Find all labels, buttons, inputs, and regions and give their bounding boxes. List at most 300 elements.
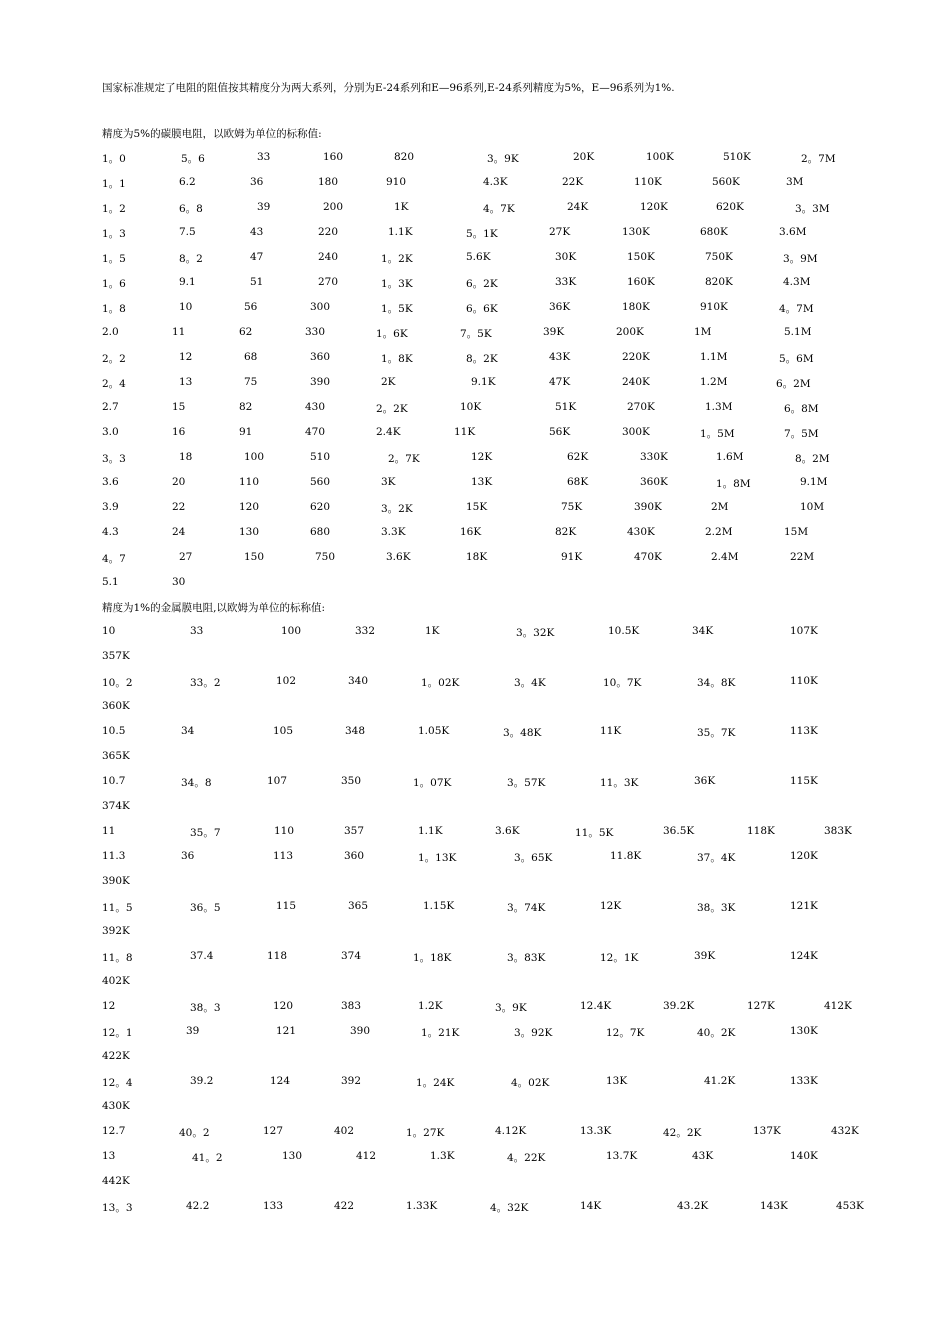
e96-table-row xyxy=(0,725,950,741)
e24-value-cell: 1。1 xyxy=(102,178,126,190)
e24-value-cell: 620K xyxy=(716,201,744,213)
e24-value-cell: 5。6M xyxy=(779,353,814,365)
e96-value-cell: 124K xyxy=(790,950,818,962)
e96-value-cell: 392 xyxy=(341,1075,362,1087)
e24-value-cell: 1。8M xyxy=(716,478,751,490)
e24-value-cell: 1。5K xyxy=(381,303,413,315)
e24-value-cell: 51K xyxy=(555,401,577,413)
e24-value-cell: 91 xyxy=(239,426,253,438)
e24-value-cell: 4.3M xyxy=(783,276,811,288)
e24-value-cell: 330 xyxy=(305,326,326,338)
e24-value-cell: 2K xyxy=(381,376,396,388)
e24-table-row xyxy=(0,201,950,217)
e24-value-cell: 150K xyxy=(627,251,655,263)
e24-value-cell: 2.0 xyxy=(102,326,119,338)
e24-value-cell: 68K xyxy=(567,476,589,488)
e96-value-cell: 107 xyxy=(267,775,288,787)
e24-value-cell: 3。2K xyxy=(381,503,413,515)
e24-value-cell: 11 xyxy=(172,326,186,338)
e24-value-cell: 240 xyxy=(318,251,339,263)
e24-value-cell: 10 xyxy=(179,301,193,313)
e24-value-cell: 12 xyxy=(179,351,193,363)
e96-value-cell: 34K xyxy=(692,625,714,637)
e24-value-cell: 750 xyxy=(315,551,336,563)
e24-value-cell: 680 xyxy=(310,526,331,538)
e24-table-row xyxy=(0,351,950,367)
e24-table-row xyxy=(0,401,950,417)
e24-value-cell: 330K xyxy=(640,451,668,463)
e24-value-cell: 22M xyxy=(790,551,815,563)
e24-value-cell: 51 xyxy=(250,276,264,288)
e96-value-cell: 374 xyxy=(341,950,362,962)
e24-value-cell: 4.3K xyxy=(483,176,508,188)
e24-table-row xyxy=(0,251,950,267)
e24-value-cell: 39K xyxy=(543,326,565,338)
e24-table-row xyxy=(0,176,950,192)
e24-value-cell: 100 xyxy=(244,451,265,463)
e96-value-cell: 12 xyxy=(102,1000,116,1012)
e24-value-cell: 2.4M xyxy=(711,551,739,563)
e24-value-cell: 6。8M xyxy=(784,403,819,415)
e24-value-cell: 1。3K xyxy=(381,278,413,290)
e24-value-cell: 1.2M xyxy=(700,376,728,388)
e96-value-cell: 11.3 xyxy=(102,850,126,862)
e24-value-cell: 68 xyxy=(244,351,258,363)
e96-value-cell: 38。3 xyxy=(190,1002,221,1014)
e24-value-cell: 56K xyxy=(549,426,571,438)
e96-value-cell: 432K xyxy=(831,1125,859,1137)
e96-value-cell: 113K xyxy=(790,725,818,737)
e24-value-cell: 75K xyxy=(561,501,583,513)
e24-value-cell: 910K xyxy=(700,301,728,313)
e96-value-cell: 365 xyxy=(348,900,369,912)
e96-value-cell: 1。13K xyxy=(418,852,457,864)
e96-value-cell: 37.4 xyxy=(190,950,214,962)
e24-value-cell: 12K xyxy=(471,451,493,463)
e24-value-cell: 1。0 xyxy=(102,153,126,165)
e96-value-cell: 39K xyxy=(694,950,716,962)
e96-value-cell: 422K xyxy=(102,1050,130,1062)
e96-value-cell: 4。02K xyxy=(511,1077,550,1089)
e96-value-cell: 12。4 xyxy=(102,1077,133,1089)
e24-value-cell: 39 xyxy=(257,201,271,213)
e24-value-cell: 43K xyxy=(549,351,571,363)
e24-value-cell: 2。7M xyxy=(801,153,836,165)
e24-table-row xyxy=(0,376,950,392)
e96-value-cell: 3。57K xyxy=(507,777,546,789)
e96-value-cell: 10。7K xyxy=(603,677,642,689)
e24-value-cell: 8。2K xyxy=(466,353,498,365)
e96-value-cell: 1。18K xyxy=(413,952,452,964)
e24-value-cell: 560 xyxy=(310,476,331,488)
e96-table-row xyxy=(0,1200,950,1216)
e96-value-cell: 36。5 xyxy=(190,902,221,914)
e24-value-cell: 4。7 xyxy=(102,553,126,565)
e96-value-cell: 3。92K xyxy=(514,1027,553,1039)
e24-value-cell: 2。2 xyxy=(102,353,126,365)
e24-value-cell: 1K xyxy=(394,201,409,213)
e24-value-cell: 7.5 xyxy=(179,226,196,238)
e96-value-cell: 118K xyxy=(747,825,775,837)
e96-value-cell: 35。7K xyxy=(697,727,736,739)
e96-value-cell: 11。8 xyxy=(102,952,133,964)
e96-table-row xyxy=(0,975,950,991)
e24-value-cell: 1。5M xyxy=(700,428,735,440)
e96-value-cell: 36.5K xyxy=(663,825,695,837)
e24-value-cell: 2。2K xyxy=(376,403,408,415)
e96-value-cell: 13.7K xyxy=(606,1150,638,1162)
e24-value-cell: 240K xyxy=(622,376,650,388)
e24-value-cell: 1.1M xyxy=(700,351,728,363)
e96-value-cell: 3.6K xyxy=(495,825,520,837)
e96-value-cell: 402 xyxy=(334,1125,355,1137)
e96-table-row xyxy=(0,950,950,966)
e96-value-cell: 3。4K xyxy=(514,677,546,689)
e24-value-cell: 22K xyxy=(562,176,584,188)
e96-table-row xyxy=(0,825,950,841)
e24-table-row xyxy=(0,276,950,292)
e96-value-cell: 34。8 xyxy=(181,777,212,789)
e96-value-cell: 1。07K xyxy=(413,777,452,789)
e24-value-cell: 5。6 xyxy=(181,153,205,165)
e96-value-cell: 127K xyxy=(747,1000,775,1012)
e24-value-cell: 36K xyxy=(549,301,571,313)
e24-value-cell: 1。2 xyxy=(102,203,126,215)
e96-value-cell: 36K xyxy=(694,775,716,787)
e96-table-row xyxy=(0,1025,950,1041)
e96-value-cell: 11。5K xyxy=(575,827,614,839)
e96-value-cell: 121K xyxy=(790,900,818,912)
e24-value-cell: 24K xyxy=(567,201,589,213)
e96-table-row xyxy=(0,800,950,816)
e24-value-cell: 360K xyxy=(640,476,668,488)
e24-value-cell: 1。8K xyxy=(381,353,413,365)
e24-value-cell: 200 xyxy=(323,201,344,213)
e96-value-cell: 121 xyxy=(276,1025,297,1037)
e96-value-cell: 13 xyxy=(102,1150,116,1162)
e96-value-cell: 3。83K xyxy=(507,952,546,964)
e24-value-cell: 2。7K xyxy=(388,453,420,465)
e96-value-cell: 442K xyxy=(102,1175,130,1187)
e96-value-cell: 118 xyxy=(267,950,288,962)
e24-value-cell: 3。9K xyxy=(487,153,519,165)
e24-value-cell: 3。3M xyxy=(795,203,830,215)
e24-value-cell: 510 xyxy=(310,451,331,463)
e24-value-cell: 33 xyxy=(257,151,271,163)
e96-value-cell: 39 xyxy=(186,1025,200,1037)
e96-value-cell: 133 xyxy=(263,1200,284,1212)
e24-value-cell: 430 xyxy=(305,401,326,413)
e24-table-row xyxy=(0,301,950,317)
e24-table-row xyxy=(0,526,950,542)
e24-value-cell: 300 xyxy=(310,301,331,313)
e24-value-cell: 390K xyxy=(634,501,662,513)
e24-value-cell: 20K xyxy=(573,151,595,163)
e24-value-cell: 1.1K xyxy=(388,226,413,238)
e96-value-cell: 140K xyxy=(790,1150,818,1162)
e24-value-cell: 18 xyxy=(179,451,193,463)
e24-value-cell: 16 xyxy=(172,426,186,438)
e24-value-cell: 47K xyxy=(549,376,571,388)
e24-value-cell: 130 xyxy=(239,526,260,538)
e96-value-cell: 11 xyxy=(102,825,116,837)
e24-value-cell: 300K xyxy=(622,426,650,438)
e96-value-cell: 12。1 xyxy=(102,1027,133,1039)
e24-value-cell: 3.0 xyxy=(102,426,119,438)
e24-value-cell: 15 xyxy=(172,401,186,413)
e96-value-cell: 127 xyxy=(263,1125,284,1137)
e96-value-cell: 33 xyxy=(190,625,204,637)
e96-value-cell: 41。2 xyxy=(192,1152,223,1164)
e24-value-cell: 33K xyxy=(555,276,577,288)
e24-value-cell: 200K xyxy=(616,326,644,338)
e96-value-cell: 39.2K xyxy=(663,1000,695,1012)
e96-value-cell: 350 xyxy=(341,775,362,787)
e96-value-cell: 14K xyxy=(580,1200,602,1212)
e96-value-cell: 120K xyxy=(790,850,818,862)
e24-value-cell: 1M xyxy=(694,326,712,338)
e96-table-row xyxy=(0,775,950,791)
e24-value-cell: 3.6K xyxy=(386,551,411,563)
e24-value-cell: 220 xyxy=(318,226,339,238)
e96-table-row xyxy=(0,1050,950,1066)
e96-value-cell: 42.2 xyxy=(186,1200,210,1212)
e24-value-cell: 82K xyxy=(555,526,577,538)
e96-value-cell: 11.8K xyxy=(610,850,642,862)
e24-value-cell: 3。9M xyxy=(783,253,818,265)
e96-value-cell: 100 xyxy=(281,625,302,637)
e24-table-row xyxy=(0,426,950,442)
e96-value-cell: 3。74K xyxy=(507,902,546,914)
e24-value-cell: 110 xyxy=(239,476,260,488)
e24-value-cell: 3K xyxy=(381,476,396,488)
e96-value-cell: 430K xyxy=(102,1100,130,1112)
e24-value-cell: 6。2K xyxy=(466,278,498,290)
e24-value-cell: 75 xyxy=(244,376,258,388)
e96-table-row xyxy=(0,1100,950,1116)
e96-value-cell: 38。3K xyxy=(697,902,736,914)
e24-value-cell: 3M xyxy=(786,176,804,188)
e96-value-cell: 360 xyxy=(344,850,365,862)
e24-value-cell: 510K xyxy=(723,151,751,163)
e96-value-cell: 10 xyxy=(102,625,116,637)
e96-value-cell: 37。4K xyxy=(697,852,736,864)
e24-value-cell: 9.1K xyxy=(471,376,496,388)
e24-value-cell: 5.1 xyxy=(102,576,119,588)
e96-value-cell: 392K xyxy=(102,925,130,937)
e24-value-cell: 47 xyxy=(250,251,264,263)
e24-value-cell: 3。3 xyxy=(102,453,126,465)
e96-value-cell: 1。21K xyxy=(421,1027,460,1039)
e24-value-cell: 36 xyxy=(250,176,264,188)
e24-value-cell: 120K xyxy=(640,201,668,213)
e24-value-cell: 27K xyxy=(549,226,571,238)
e96-value-cell: 1。27K xyxy=(406,1127,445,1139)
e96-value-cell: 422 xyxy=(334,1200,355,1212)
e96-value-cell: 332 xyxy=(355,625,376,637)
e96-value-cell: 365K xyxy=(102,750,130,762)
e24-value-cell: 3.9 xyxy=(102,501,119,513)
e96-value-cell: 357 xyxy=(344,825,365,837)
e96-value-cell: 3。9K xyxy=(495,1002,527,1014)
e24-heading: 精度为5%的碳膜电阻，以欧姆为单位的标称值: xyxy=(102,128,322,140)
e96-value-cell: 43K xyxy=(692,1150,714,1162)
e24-value-cell: 1.6M xyxy=(716,451,744,463)
e96-value-cell: 383 xyxy=(341,1000,362,1012)
e24-value-cell: 13K xyxy=(471,476,493,488)
e96-value-cell: 12.7 xyxy=(102,1125,126,1137)
e24-value-cell: 1。2K xyxy=(381,253,413,265)
e96-value-cell: 453K xyxy=(836,1200,864,1212)
e96-value-cell: 402K xyxy=(102,975,130,987)
e24-value-cell: 24 xyxy=(172,526,186,538)
e96-value-cell: 34。8K xyxy=(697,677,736,689)
e96-value-cell: 11K xyxy=(600,725,622,737)
e24-value-cell: 120 xyxy=(239,501,260,513)
e96-value-cell: 113 xyxy=(273,850,294,862)
e96-table-row xyxy=(0,925,950,941)
e24-value-cell: 18K xyxy=(466,551,488,563)
e96-table-row xyxy=(0,625,950,641)
e24-value-cell: 270K xyxy=(627,401,655,413)
e24-value-cell: 6。8 xyxy=(179,203,203,215)
e96-value-cell: 3。32K xyxy=(516,627,555,639)
e96-value-cell: 11。3K xyxy=(600,777,639,789)
e24-value-cell: 6。6K xyxy=(466,303,498,315)
e24-value-cell: 43 xyxy=(250,226,264,238)
e24-value-cell: 470 xyxy=(305,426,326,438)
e96-table-row xyxy=(0,850,950,866)
e24-value-cell: 4。7M xyxy=(779,303,814,315)
e24-value-cell: 13 xyxy=(179,376,193,388)
e24-value-cell: 4.3 xyxy=(102,526,119,538)
e96-value-cell: 10。2 xyxy=(102,677,133,689)
e24-value-cell: 1.3M xyxy=(705,401,733,413)
e96-value-cell: 34 xyxy=(181,725,195,737)
e24-value-cell: 8。2 xyxy=(179,253,203,265)
e96-value-cell: 1。02K xyxy=(421,677,460,689)
e24-value-cell: 430K xyxy=(627,526,655,538)
e96-value-cell: 4。32K xyxy=(490,1202,529,1214)
e96-value-cell: 12。1K xyxy=(600,952,639,964)
e24-value-cell: 620 xyxy=(310,501,331,513)
e24-value-cell: 7。5K xyxy=(460,328,492,340)
e24-value-cell: 220K xyxy=(622,351,650,363)
e96-value-cell: 102 xyxy=(276,675,297,687)
e96-value-cell: 12K xyxy=(600,900,622,912)
e24-value-cell: 1。3 xyxy=(102,228,126,240)
e24-value-cell: 9.1 xyxy=(179,276,196,288)
e24-value-cell: 1。5 xyxy=(102,253,126,265)
e24-value-cell: 8。2M xyxy=(795,453,830,465)
e24-value-cell: 1。8 xyxy=(102,303,126,315)
e24-value-cell: 10M xyxy=(800,501,825,513)
e96-value-cell: 130K xyxy=(790,1025,818,1037)
e24-value-cell: 9.1M xyxy=(800,476,828,488)
e24-value-cell: 180 xyxy=(318,176,339,188)
e24-value-cell: 27 xyxy=(179,551,193,563)
e24-value-cell: 7。5M xyxy=(784,428,819,440)
e24-table-row xyxy=(0,326,950,342)
e24-value-cell: 30 xyxy=(172,576,186,588)
e96-value-cell: 360K xyxy=(102,700,130,712)
e96-value-cell: 412K xyxy=(824,1000,852,1012)
e24-value-cell: 390 xyxy=(310,376,331,388)
e24-value-cell: 20 xyxy=(172,476,186,488)
e96-heading: 精度为1%的金属膜电阻,以欧姆为单位的标称值: xyxy=(102,602,326,614)
e24-value-cell: 360 xyxy=(310,351,331,363)
e24-value-cell: 6.2 xyxy=(179,176,196,188)
e96-value-cell: 10.5 xyxy=(102,725,126,737)
intro-paragraph: 国家标准规定了电阻的阻值按其精度分为两大系列，分别为E-24系列和E—96系列,E-24系列精度为5%，E—96系列为1%. xyxy=(102,82,675,94)
e24-value-cell: 4。7K xyxy=(483,203,515,215)
e24-value-cell: 6。2M xyxy=(776,378,811,390)
e96-value-cell: 107K xyxy=(790,625,818,637)
e96-table-row xyxy=(0,650,950,666)
e96-value-cell: 33。2 xyxy=(190,677,221,689)
e96-value-cell: 42。2K xyxy=(663,1127,702,1139)
e96-value-cell: 1.1K xyxy=(418,825,443,837)
e24-value-cell: 820K xyxy=(705,276,733,288)
e24-value-cell: 150 xyxy=(244,551,265,563)
e96-value-cell: 412 xyxy=(356,1150,377,1162)
e96-value-cell: 124 xyxy=(270,1075,291,1087)
e24-value-cell: 91K xyxy=(561,551,583,563)
e24-value-cell: 62 xyxy=(239,326,253,338)
e96-value-cell: 4。22K xyxy=(507,1152,546,1164)
e24-value-cell: 180K xyxy=(622,301,650,313)
e24-table-row xyxy=(0,451,950,467)
e24-value-cell: 2.7 xyxy=(102,401,119,413)
e96-value-cell: 120 xyxy=(273,1000,294,1012)
e24-value-cell: 3.6 xyxy=(102,476,119,488)
e96-value-cell: 374K xyxy=(102,800,130,812)
e96-value-cell: 137K xyxy=(753,1125,781,1137)
e24-value-cell: 22 xyxy=(172,501,186,513)
e96-table-row xyxy=(0,900,950,916)
e24-value-cell: 2.4K xyxy=(376,426,401,438)
e96-value-cell: 1.3K xyxy=(430,1150,455,1162)
e96-table-row xyxy=(0,1175,950,1191)
e24-value-cell: 160 xyxy=(323,151,344,163)
e24-table-row xyxy=(0,576,950,592)
e24-value-cell: 15K xyxy=(466,501,488,513)
e96-table-row xyxy=(0,675,950,691)
e24-value-cell: 82 xyxy=(239,401,253,413)
e96-value-cell: 1K xyxy=(425,625,440,637)
e24-value-cell: 2。4 xyxy=(102,378,126,390)
e24-value-cell: 2M xyxy=(711,501,729,513)
e96-value-cell: 10.5K xyxy=(608,625,640,637)
e96-value-cell: 1.2K xyxy=(418,1000,443,1012)
e96-value-cell: 110K xyxy=(790,675,818,687)
e24-value-cell: 820 xyxy=(394,151,415,163)
e24-value-cell: 5.6K xyxy=(466,251,491,263)
e24-value-cell: 1。6 xyxy=(102,278,126,290)
e96-value-cell: 130 xyxy=(282,1150,303,1162)
e96-value-cell: 390K xyxy=(102,875,130,887)
e96-value-cell: 11。5 xyxy=(102,902,133,914)
e96-value-cell: 105 xyxy=(273,725,294,737)
e24-table-row xyxy=(0,476,950,492)
e96-value-cell: 41.2K xyxy=(704,1075,736,1087)
e96-value-cell: 13K xyxy=(606,1075,628,1087)
e96-value-cell: 39.2 xyxy=(190,1075,214,1087)
e24-value-cell: 5。1K xyxy=(466,228,498,240)
e96-value-cell: 12.4K xyxy=(580,1000,612,1012)
e96-table-row xyxy=(0,1075,950,1091)
e96-value-cell: 36 xyxy=(181,850,195,862)
